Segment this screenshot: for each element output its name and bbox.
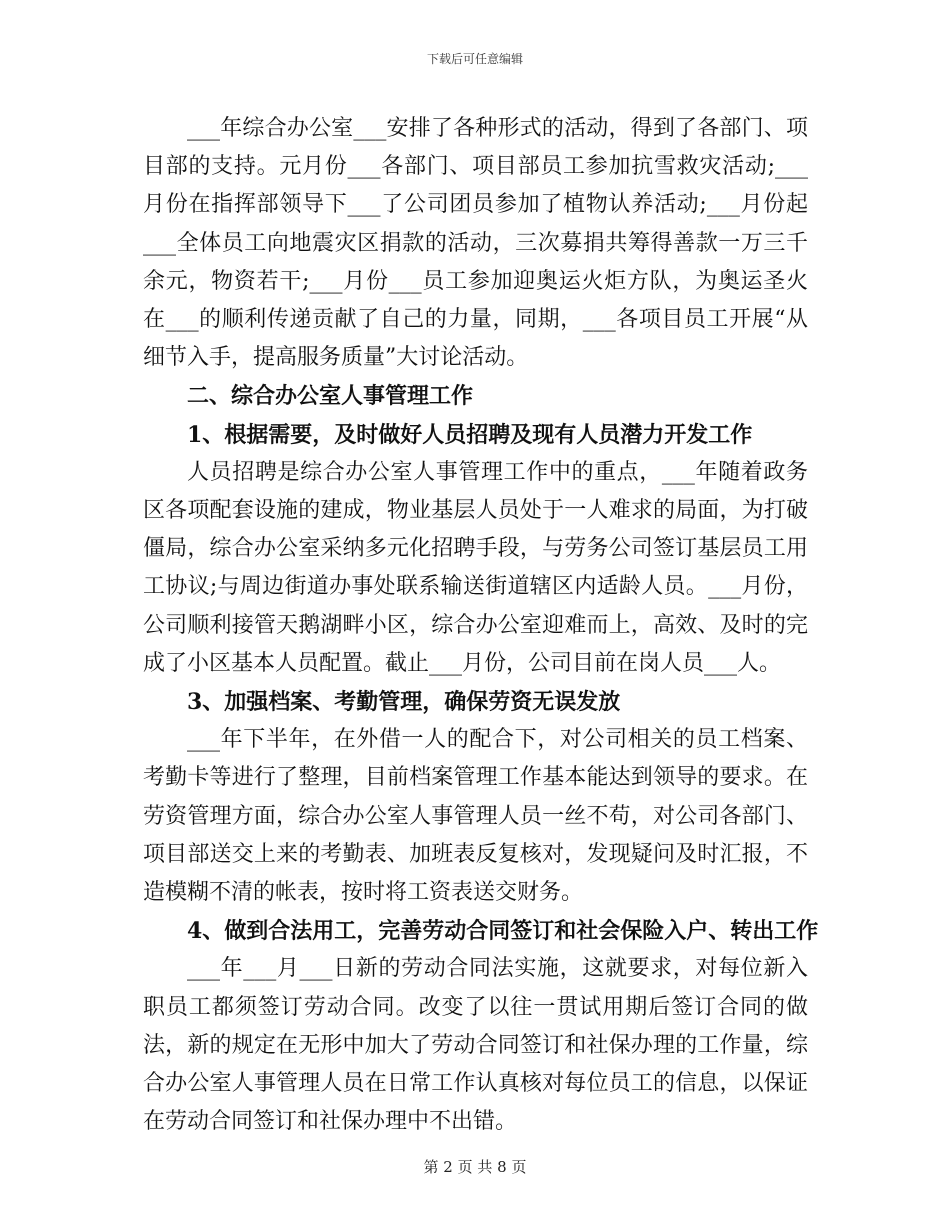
subheading-recruitment: 1、根据需要，及时做好人员招聘及现有人员潜力开发工作 [187, 421, 753, 448]
paragraph-activities: ___年综合办公室___安排了各种形式的活动，得到了各部门、项目部的支持。元月份___各部门、项目部员工参加抗雪救灾活动;___月份在指挥部领导下___了公司团员参加了植物认养活动;___月份起___全体员工向地震灾区捐款的活动，三次募捐共筹得善款一万三千余元，物资若干;___月份___员工参加迎奥运火炬方队，为奥运圣火在___的顺利传递贡献了自己的力量，同期，___各项目员工开展“从细节入手，提高服务质量”大讨论活动。 [143, 116, 808, 371]
paragraph-labor-contracts: ___年___月___日新的劳动合同法实施，这就要求，对每位新入职员工都须签订劳动合同。改变了以往一贯试用期后签订合同的做法，新的规定在无形中加大了劳动合同签订和社保办理的工作量，综合办公室人事管理人员在日常工作认真核对每位员工的信息，以保证在劳动合同签订和社保办理中不出错。 [143, 956, 808, 1135]
document-body [143, 110, 819, 1141]
section-heading-hr-management: 二、综合办公室人事管理工作 [187, 383, 474, 410]
subheading-archives-attendance: 3、加强档案、考勤管理，确保劳资无误发放 [187, 689, 621, 716]
paragraph-archives-attendance: ___年下半年，在外借一人的配合下，对公司相关的员工档案、考勤卡等进行了整理，目前档案管理工作基本能达到领导的要求。在劳资管理方面，综合办公室人事管理人员一丝不苟，对公司各部门、项目部送交上来的考勤表、加班表反复核对，发现疑问及时汇报，不造模糊不清的帐表，按时将工资表送交财务。 [143, 727, 808, 906]
page-footer: 第 2 页 共 8 页 [423, 1158, 527, 1176]
page-header: 下载后可任意编辑 [426, 52, 523, 66]
subheading-labor-contracts: 4、做到合法用工，完善劳动合同签订和社会保险入户、转出工作 [187, 918, 819, 945]
paragraph-recruitment: 人员招聘是综合办公室人事管理工作中的重点，___年随着政务区各项配套设施的建成，物业基层人员处于一人难求的局面，为打破僵局，综合办公室采纳多元化招聘手段，与劳务公司签订基层员工用工协议;与周边街道办事处联系输送街道辖区内适龄人员。___月份，公司顺利接管天鹅湖畔小区，综合办公室迎难而上，高效、及时的完成了小区基本人员配置。截止___月份，公司目前在岗人员___人。 [143, 459, 808, 676]
